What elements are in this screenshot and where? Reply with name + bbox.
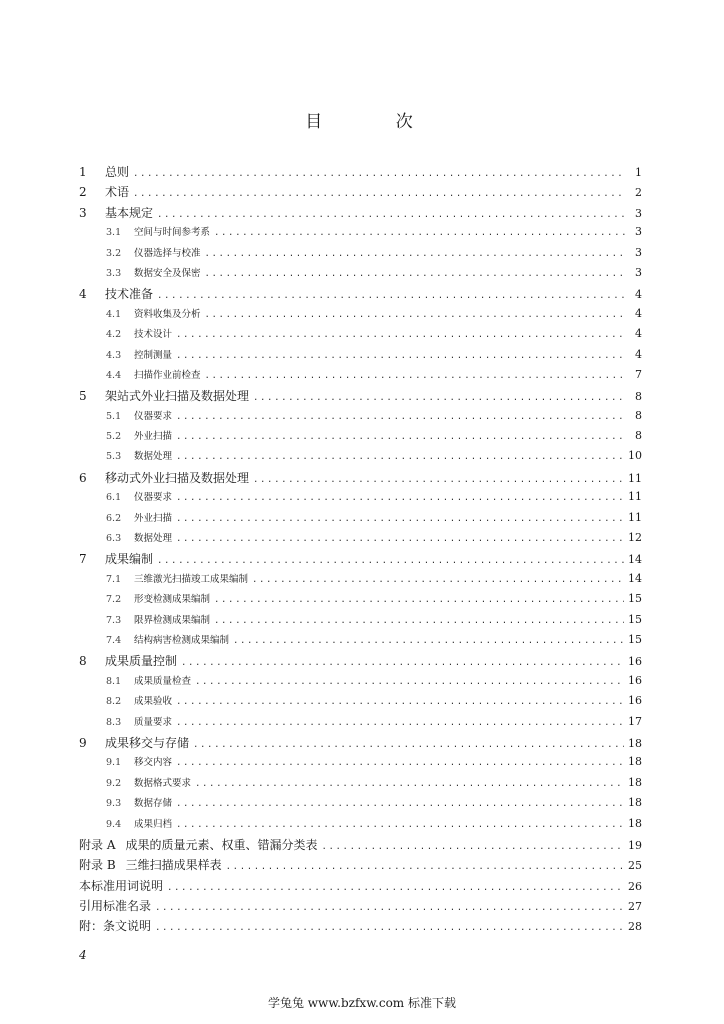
- toc-entry-page: 4: [635, 327, 642, 341]
- toc-entry-label: 数据安全及保密: [134, 267, 201, 279]
- toc-entry-page: 19: [628, 838, 642, 852]
- dot-leader: [195, 677, 624, 687]
- toc-entry[interactable]: [79, 448, 642, 468]
- dot-leader: [176, 351, 626, 361]
- toc-entry-label: 技术设计: [134, 329, 173, 341]
- dot-leader: [176, 514, 624, 524]
- toc-entry-page: 12: [628, 531, 642, 545]
- toc-entry-number: 6.1: [106, 492, 122, 504]
- dot-leader: [226, 862, 624, 872]
- toc-entry[interactable]: [79, 856, 642, 876]
- toc-entry-label: 三维激光扫描竣工成果编制: [134, 573, 249, 585]
- toc-entry-label: 资料收集及分析: [134, 308, 201, 320]
- toc-entry-label: 成果的质量元素、权重、错漏分类表: [125, 837, 318, 852]
- toc-entry-number: 4.1: [106, 308, 122, 320]
- toc-entry-label: 仪器要求: [134, 492, 173, 504]
- toc-entry-label: 数据处理: [134, 451, 173, 463]
- toc-entry[interactable]: [79, 224, 642, 244]
- toc-entry-number: 3.3: [106, 267, 122, 279]
- toc-entry-page: 16: [628, 655, 642, 669]
- toc-entry-label: 仪器要求: [134, 410, 173, 422]
- dot-leader: [214, 616, 624, 626]
- toc-entry[interactable]: [79, 367, 642, 387]
- toc-entry-number: 9.1: [106, 757, 122, 769]
- toc-entry-number: 3: [79, 205, 87, 220]
- toc-entry-number: 附录 B: [79, 858, 116, 873]
- dot-leader: [193, 740, 624, 750]
- toc-entry[interactable]: [79, 632, 642, 652]
- toc-entry-number: 6.2: [106, 512, 122, 524]
- dot-leader: [253, 393, 626, 403]
- dot-leader: [133, 169, 626, 179]
- toc-entry-page: 3: [635, 265, 642, 279]
- toc-entry-page: 25: [628, 859, 642, 873]
- toc-entry-number: 6: [79, 470, 87, 485]
- toc-entry[interactable]: [79, 775, 642, 795]
- toc-entry[interactable]: [79, 754, 642, 774]
- toc-entry[interactable]: [79, 836, 642, 856]
- toc-entry[interactable]: [79, 285, 642, 305]
- toc-entry[interactable]: [79, 877, 642, 897]
- toc-entry-label: 限界检测成果编制: [134, 614, 211, 626]
- toc-entry[interactable]: [79, 897, 642, 917]
- toc-entry-page: 16: [628, 694, 642, 708]
- dot-leader: [233, 636, 624, 646]
- toc-entry[interactable]: [79, 714, 642, 734]
- toc-entry[interactable]: [79, 510, 642, 530]
- dot-leader: [176, 697, 624, 707]
- dot-leader: [176, 799, 624, 809]
- toc-entry[interactable]: [79, 347, 642, 367]
- toc-entry-page: 3: [635, 225, 642, 239]
- toc-entry-number: 附录 A: [79, 837, 116, 852]
- toc-entry-page: 26: [628, 879, 642, 893]
- toc-entry[interactable]: [79, 693, 642, 713]
- toc-entry-page: 16: [628, 673, 642, 687]
- toc-entry-label: 形变检测成果编制: [134, 594, 211, 606]
- toc-entry-number: 8: [79, 654, 87, 669]
- toc-entry-number: 4.2: [106, 329, 122, 341]
- dot-leader: [176, 758, 624, 768]
- toc-entry[interactable]: [79, 571, 642, 591]
- dot-leader: [157, 291, 626, 301]
- toc-entry-page: 15: [628, 592, 642, 606]
- dot-leader: [176, 534, 624, 544]
- toc-entry[interactable]: [79, 428, 642, 448]
- dot-leader: [155, 903, 624, 913]
- toc-entry-page: 27: [628, 900, 642, 914]
- dot-leader: [176, 493, 624, 503]
- toc-entry-label: 成果归档: [134, 818, 173, 830]
- toc-entry[interactable]: [79, 306, 642, 326]
- toc-entry-page: 15: [628, 632, 642, 646]
- toc-entry-label: 质量要求: [134, 716, 173, 728]
- toc-entry[interactable]: [79, 734, 642, 754]
- toc-entry-page: 10: [628, 449, 642, 463]
- toc-entry-label: 外业扫描: [134, 431, 173, 443]
- dot-leader: [157, 210, 626, 220]
- page-title: 目 次: [305, 112, 447, 132]
- dot-leader: [181, 658, 624, 668]
- toc-entry-label: 附：条文说明: [79, 919, 152, 934]
- dot-leader: [176, 330, 626, 340]
- toc-entry[interactable]: [79, 387, 642, 407]
- dot-leader: [133, 189, 626, 199]
- dot-leader: [205, 310, 626, 320]
- toc-entry-number: 4.3: [106, 349, 122, 361]
- toc-entry-label: 控制测量: [134, 349, 173, 361]
- dot-leader: [155, 923, 624, 933]
- toc-entry-number: 5: [79, 389, 87, 404]
- toc-entry[interactable]: [79, 204, 642, 224]
- toc-entry-number: 7.1: [106, 573, 122, 585]
- dot-leader: [214, 595, 624, 605]
- toc-entry-page: 14: [628, 571, 642, 585]
- toc-entry-page: 4: [635, 288, 642, 302]
- toc-entry-page: 4: [635, 347, 642, 361]
- toc-entry-page: 8: [635, 429, 642, 443]
- toc-entry[interactable]: [79, 652, 642, 672]
- dot-leader: [157, 556, 624, 566]
- footer-watermark: 学兔兔 www.bzfxw.com 标准下载: [267, 996, 457, 1010]
- toc-entry-page: 4: [635, 306, 642, 320]
- toc-entry-page: 18: [628, 816, 642, 830]
- page-number: 4: [79, 948, 87, 962]
- toc-entry[interactable]: [79, 816, 642, 836]
- toc-entry[interactable]: [79, 245, 642, 265]
- toc-entry-label: 成果验收: [134, 696, 173, 708]
- toc-entry-label: 本标准用词说明: [79, 878, 164, 893]
- toc-entry[interactable]: [79, 591, 642, 611]
- toc-entry[interactable]: [79, 917, 642, 937]
- toc-entry-page: 3: [635, 245, 642, 259]
- toc-entry-number: 4: [79, 287, 87, 302]
- toc-entry-page: 17: [628, 714, 642, 728]
- toc-entry-page: 18: [628, 775, 642, 789]
- toc-entry-label: 基本规定: [105, 205, 154, 220]
- toc-entry-label: 数据处理: [134, 533, 173, 545]
- toc-entry[interactable]: [79, 795, 642, 815]
- toc-entry[interactable]: [79, 469, 642, 489]
- toc-entry[interactable]: [79, 265, 642, 285]
- toc-entry-label: 数据格式要求: [134, 777, 192, 789]
- toc-entry-page: 18: [628, 796, 642, 810]
- toc-entry-number: 8.1: [106, 675, 122, 687]
- toc-entry-label: 移交内容: [134, 757, 173, 769]
- toc-entry-number: 8.2: [106, 696, 122, 708]
- toc-entry-page: 11: [628, 490, 642, 504]
- dot-leader: [205, 371, 626, 381]
- toc-entry-label: 成果质量控制: [105, 654, 178, 669]
- toc-entry-page: 18: [628, 755, 642, 769]
- toc-entry-label: 数据存储: [134, 798, 173, 810]
- dot-leader: [176, 820, 624, 830]
- toc-entry-label: 总则: [105, 165, 130, 179]
- toc-entry[interactable]: [79, 408, 642, 428]
- dot-leader: [176, 718, 624, 728]
- dot-leader: [253, 475, 624, 485]
- toc-entry-label: 成果移交与存储: [105, 735, 190, 750]
- toc-entry[interactable]: [79, 163, 642, 183]
- toc-entry-page: 3: [635, 206, 642, 220]
- toc-entry-label: 移动式外业扫描及数据处理: [105, 470, 250, 485]
- toc-entry-label: 结构病害检测成果编制: [134, 634, 230, 646]
- dot-leader: [167, 883, 624, 893]
- toc-entry-page: 1: [635, 166, 642, 179]
- toc-entry[interactable]: [79, 612, 642, 632]
- toc-entry-label: 成果质量检查: [134, 675, 192, 687]
- toc-entry-number: 7.3: [106, 614, 122, 626]
- toc-entry[interactable]: [79, 673, 642, 693]
- toc-entry-number: 3.1: [106, 227, 122, 239]
- toc-entry-number: 9.2: [106, 777, 122, 789]
- dot-leader: [205, 269, 626, 279]
- toc-entry-label: 术语: [105, 185, 130, 200]
- dot-leader: [176, 412, 626, 422]
- toc-entry-number: 2: [79, 185, 87, 200]
- toc-entry-label: 三维扫描成果样表: [125, 858, 222, 873]
- toc-entry-label: 技术准备: [105, 287, 154, 302]
- toc-entry-number: 6.3: [106, 533, 122, 545]
- dot-leader: [322, 842, 625, 852]
- toc-entry-number: 3.2: [106, 247, 122, 259]
- toc-entry-number: 1: [79, 165, 87, 179]
- toc-entry-number: 9.4: [106, 818, 122, 830]
- toc-entry-number: 9: [79, 735, 87, 750]
- toc-entry-number: 5.1: [106, 410, 122, 422]
- dot-leader: [205, 249, 626, 259]
- toc-entry-label: 引用标准名录: [79, 899, 152, 914]
- toc-entry-label: 外业扫描: [134, 512, 173, 524]
- toc-entry-label: 空间与时间参考系: [134, 227, 211, 239]
- toc-entry-page: 18: [628, 736, 642, 750]
- dot-leader: [214, 228, 626, 238]
- dot-leader: [176, 452, 624, 462]
- toc-entry-number: 9.3: [106, 798, 122, 810]
- toc-entry-number: 5.2: [106, 431, 122, 443]
- dot-leader: [195, 779, 624, 789]
- toc-entry-number: 8.3: [106, 716, 122, 728]
- toc-entry-page: 28: [628, 920, 642, 934]
- toc-entry-page: 7: [635, 367, 642, 381]
- toc-entry-page: 2: [635, 186, 642, 200]
- toc-entry-page: 8: [635, 408, 642, 422]
- toc-entry-number: 7: [79, 552, 87, 567]
- toc-entry-number: 7.2: [106, 594, 122, 606]
- dot-leader: [252, 575, 624, 585]
- toc-entry-number: 4.4: [106, 369, 122, 381]
- toc-entry[interactable]: [79, 326, 642, 346]
- toc-entry-number: 5.3: [106, 451, 122, 463]
- toc-entry-page: 14: [628, 553, 642, 567]
- dot-leader: [176, 432, 626, 442]
- toc-entry-page: 11: [628, 471, 642, 485]
- toc-entry-label: 仪器选择与校准: [134, 247, 201, 259]
- toc-entry-page: 15: [628, 612, 642, 626]
- toc-entry[interactable]: [79, 550, 642, 570]
- toc-entry-page: 8: [635, 390, 642, 404]
- toc-entry[interactable]: [79, 530, 642, 550]
- toc-entry-label: 架站式外业扫描及数据处理: [105, 389, 250, 404]
- toc-entry[interactable]: [79, 183, 642, 203]
- toc-entry-label: 扫描作业前检查: [134, 369, 201, 381]
- table-of-contents: [79, 163, 642, 938]
- toc-entry[interactable]: [79, 489, 642, 509]
- toc-entry-page: 11: [628, 510, 642, 524]
- toc-entry-label: 成果编制: [105, 552, 154, 567]
- toc-entry-number: 7.4: [106, 634, 122, 646]
